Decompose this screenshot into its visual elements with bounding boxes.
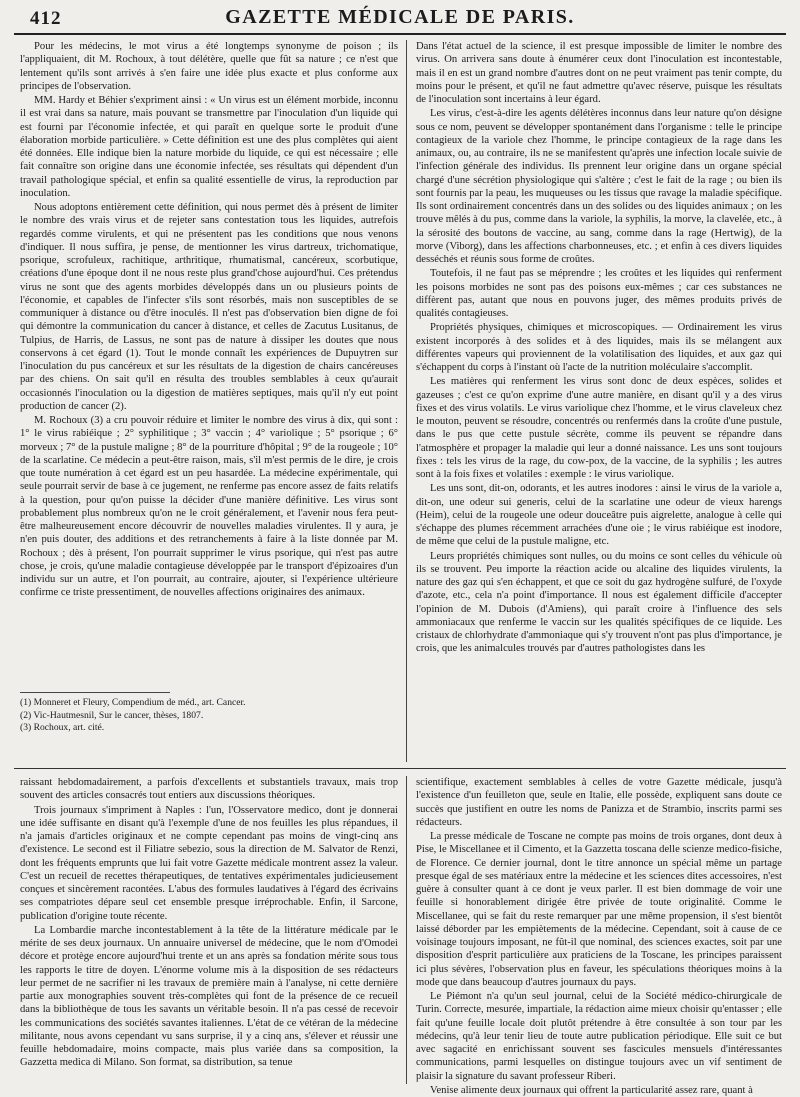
paragraph: M. Rochoux (3) a cru pouvoir réduire et limiter le nombre des virus à dix, qui sont : 1° le virus rabiéique ; 2° syphilitique ; 3° vaccin ; 4° variolique ; 5° psorique ; 6° morveux ; 7° de la pustule maligne ; 8° de la pourriture d'hôpital ; 9° de la rougeole ; 10° de la scarlatine. Ce médecin a peut-être raison, mais, s'il m'est permis de le dire, je crois que toute numération à cet égard est un peu hasardée. La médecine expérimentale, qui seule pourrait servir de base à ce jugement, ne renferme pas encore assez de faits relatifs à la question, pour qu'on puisse la décider d'une manière définitive. Les virus sont probablement plus nombreux qu'on ne le croit généralement, et l'avenir nous fera peut-être malheureusement encore découvrir de nouvelles maladies virulentes. Il y aura, je n'en puis douter, des additions et des retranchements à faire à la liste donnée par M. Rochoux ; dès à présent, l'on pourrait supprimer le virus psorique, qui n'est pas autre chose, je crois, qu'une maladie contagieuse développée par le transport d'épizoaires d'un individu sur un autre, et l'on pourrait, au contraire, ajouter, si l'expérience ultérieure confirme ce triste pressentiment, de nouvelles affections originaires des animaux. <box>20 415 398 599</box>
paragraph: Les matières qui renferment les virus sont donc de deux espèces, solides et gazeuses ; c'est ce qu'on exprime d'une autre manière, en disant qu'il y a des virus fixes et des virus volatils. Le virus variolique chez l'homme, et le virus claveleux chez le mouton, peuvent se résoudre, concentrés ou renfermés dans la croûte d'une pustule, dans le pus que cette pustule sécrète, comme ils peuvent se répandre dans l'atmosphère et propager la maladie qui leur a donné naissance. Les uns sont toujours fixes : tels les virus de la rage, du cow-pox, de la vaccine, de la syphilis ; les autres sont à la fois fixes et volatiles : exemple : le virus variolique. <box>416 376 782 480</box>
paragraph: Pour les médecins, le mot virus a été longtemps synonyme de poison ; ils l'appliquaient, dit M. Rochoux, à tout délétère, quelle que fût sa nature ; ce n'est que lentement qu'ils sont arrivés à s'en faire une idée plus exacte et plus conforme aux principes de l'observation. <box>20 41 398 92</box>
page-header <box>14 6 786 30</box>
paragraph: La Lombardie marche incontestablement à la tête de la littérature médicale par le mérite de ses deux journaux. Un annuaire universel de médecine, que le nom d'Omodei décore et protège encore aujourd'hui trente et un ans après sa fondation mérite sous tous les rapports le titre de doyen. L'énorme volume mis à la disposition de ses rédacteurs leur permet de ne sacrifier ni les travaux de première main à l'analyse, ni cette dernière partie aux monographies souvent très-complètes qui font de la présence de ce recueil dans la bibliothèque de tous les savants un véritable besoin. Il n'a pas cessé de recevoir les communications des sociétés savantes italiennes. L'état de ce vétéran de la médecine militante, nous avons cependant vu sans surprise, il y a cinq ans, s'élever et réussir une feuille hebdomadaire, moins compacte, mais plus variée dans sa composition, la Gazzetta medica di Milano. Son format, sa distribution, sa tenue <box>20 924 398 1069</box>
paragraph: Trois journaux s'impriment à Naples : l'un, l'Osservatore medico, dont je donnerai une idée suffisante en disant qu'à l'exemple d'une de nos feuilles les plus répandues, il n'a jamais d'articles originaux et ne compte cependant pas moins de vingt-cinq ans d'existence. Le second est il Filiatre sebezio, sous la direction de M. Salvator de Renzi, dont les fréquents emprunts que lui fait votre Gazette médicale montrent assez la valeur. C'est un recueil de recettes thérapeutiques, de tentatives expérimentales judicieusement conçues et sincèrement racontées. L'abus des formules laudatives à l'égard des écrivains ses compatriotes dépare seul cet ensemble presque irréprochable. Enfin, il Sarcone, publication d'origine toute récente. <box>20 804 398 922</box>
paragraph: Venise alimente deux journaux qui offrent la particularité assez rare, quant à <box>430 1084 753 1096</box>
column-top-left <box>20 40 398 682</box>
footnote: (2) Vic-Hautmesnil, Sur le cancer, thèses, 1807. <box>20 709 204 721</box>
paragraph: Leurs propriétés chimiques sont nulles, ou du moins ce sont celles du véhicule où ils se trouvent. Peu importe la réaction acide ou alcaline des liquides virulents, la nature des gaz qui s'en échappent, et que ce soit du gaz hydrogène sulfuré, de l'oxyde d'azote, etc., cela n'a point d'importance. Il nous est également difficile d'accepter l'opinion de M. Dubois (d'Amiens), qui paraît croire à l'influence des sels ammoniacaux que renferme le vaccin sur les qualités spécifiques de ce liquide. Les cristaux de chlorhydrate d'ammoniaque qui s'y trouvent n'ont pas plus d'importance, je crois, que les animalcules trouvés par d'autres pathologistes dans les <box>416 550 782 655</box>
paragraph: Les uns sont, dit-on, odorants, et les autres inodores : ainsi le virus de la variole a, dit-on, une odeur sui generis, celui de la scarlatine une odeur de vieux harengs (Heim), celui de la rougeole une odeur douceâtre puis aigrelette, analogue à celle qui s'échappe des plumes récemment arrachées d'une oie ; le virus rabiéique est inodore, de même que celui de la pustule maligne, etc. <box>416 483 782 548</box>
paragraph: La presse médicale de Toscane ne compte pas moins de trois organes, dont deux à Pise, le Miscellanee et il Cimento, et la Gazzetta toscana delle scienze medico-fisiche, de Florence. Ce dernier journal, dont le titre annonce un spécial même un partage presque égal de ses matériaux entre la médecine et les sciences dites accessoires, n'est guère à consulter quant à ce dont je veux parler. Il est bien dommage de voir une feuille si honorablement dirigée être privée de toute originalité. Comme le Miscellanee, qui se fait du reste remarquer par une même propension, il s'est bientôt laissé déborder par les empiètements de la médecine. Cependant, soit à cause de ce voisinage toujours imposant, ne fût-il que nominal, des sciences exactes, soit par une disposition d'esprit particulière aux praticiens de la Toscane, les principes paraissent ici plus sévères, l'observation plus en faveur, les spéculations théoriques moins à la mode que dans beaucoup d'autres journaux du pays. <box>416 831 782 988</box>
column-bottom-right <box>416 776 782 1096</box>
paragraph: Les virus, c'est-à-dire les agents délétères inconnus dans leur nature qu'on désigne sous ce nom, peuvent se développer spontanément dans l'organisme : telle le principe contagieux de la variole chez l'homme, le principe contagieux de la rage dans les animaux, ou, au contraire, ils ne se manifestent qu'après une infection locale suivie de l'infection générale des individus. Ils prennent leur origine dans un organe spécial chargé d'une sécrétion physiologique qui s'altère ; c'est le fait de la rage ; ou bien ils sont fournis par la peau, les muqueuses ou les tissus que ravage la maladie spécifique. Ils sont ordinairement concentrés dans un des solides ou des liquides animaux ; on les trouve mêlés à du pus, comme dans la variole, la syphilis, la morve, la clavelée, etc., à la sérosité des boutons de vaccine, au sang, comme dans la rage (Hertwig), de la morve (Viborg), dans les affections charbonneuses, etc. ; et enfin à ces divers liquides desséchés et réunis sous forme de croûtes. <box>416 108 782 265</box>
footnote: (1) Monneret et Fleury, Compendium de méd., art. Cancer. <box>20 697 246 708</box>
column-divider <box>406 40 407 762</box>
column-top-right <box>416 40 782 762</box>
column-divider <box>406 776 407 1084</box>
section-divider <box>14 768 786 769</box>
footnotes <box>20 697 398 735</box>
paragraph: Toutefois, il ne faut pas se méprendre ; les croûtes et les liquides qui renferment les poisons morbides ne sont pas des poisons eux-mêmes ; car ces substances ne diffèrent pas, autant que nous en pouvons juger, des mêmes produits privés de qualités contagieuses. <box>416 268 782 319</box>
page-number: 412 <box>30 8 62 29</box>
paragraph: raissant hebdomadairement, a parfois d'excellents et substantiels travaux, mais trop souvent des articles consacrés tout entiers aux discussions théoriques. <box>20 777 398 802</box>
paragraph: Dans l'état actuel de la science, il est presque impossible de limiter le nombre des virus. On arrivera sans doute à énumérer ceux dont l'inoculation est incontestable, mais il en est un grand nombre d'autres dont on ne peut vraiment pas tenir compte, du moins pour le présent, et qu'il ne faut admettre qu'avec réserve, puisque les résultats de l'inoculation sont incertains à leur égard. <box>416 41 782 105</box>
paragraph: Le Piémont n'a qu'un seul journal, celui de la Société médico-chirurgicale de Turin. Correcte, mesurée, impartiale, la rédaction aime mieux choisir qu'entasser ; elle fait qu'une feuille locale doit plutôt prétendre à être consultée à son tour par les médecins, qu'à leur tenir lieu de toute autre publication périodique. Elle suit ce but avec sagacité en enrichissant souvent ses fascicules mensuels d'intéressantes communications, parmi lesquelles on distingue toujours avec un vif sentiment de plaisir la signature du savant professeur Riberi. <box>416 991 782 1082</box>
header-rule <box>14 33 786 35</box>
footnote: (3) Rochoux, art. cité. <box>20 722 105 733</box>
footnote-rule <box>20 692 170 693</box>
column-bottom-left <box>20 776 398 1086</box>
paragraph: scientifique, exactement semblables à celles de votre Gazette médicale, jusqu'à l'existence d'un feuilleton que, seule en Italie, elle possède, expliquent sans doute ce succès que justifient en outre les noms de Panizza et de Strambio, inscrits parmi ses rédacteurs. <box>416 777 782 828</box>
paragraph: Propriétés physiques, chimiques et microscopiques. — Ordinairement les virus existent incorporés à des solides et à des liquides, mais ils se mélangent aux différentes vapeurs qui proviennent de la volatilisation des liquides, et aux gaz qui s'échappent du corps à l'instant où l'acte de la nutrition moléculaire s'accomplit. <box>416 322 782 373</box>
paragraph: MM. Hardy et Béhier s'expriment ainsi : « Un virus est un élément morbide, inconnu il est vrai dans sa nature, mais pouvant se transmettre par l'inoculation d'un liquide qui est fourni par l'économie infectée, et qui paraît en quelque sorte le produit d'une élaboration morbide particulière. » Cette définition est une des plus complètes qui aient été données. Elle indique bien la nature morbide du liquide, ce qui est nécessaire ; elle fait connaître son origine dans une économie infectée, ses résultats qui dépendent d'un travail pathologique spécial, et enfin sa qualité essentielle de virus, la reproduction par inoculation. <box>20 95 398 199</box>
paragraph: Nous adoptons entièrement cette définition, qui nous permet dès à présent de limiter le nombre des vrais virus et de rejeter sans contestation tous les liquides, autrefois regardés comme virulents, et qui ne présentent pas les conditions que nous venons d'indiquer. Il nous suffira, je pense, de mentionner les virus dartreux, trichomatique, psorique, scrofuleux, rachitique, arthritique, rhumatismal, cancéreux, scorbutique, créations d'une époque dont il ne nous reste plus grand'chose aujourd'hui. Ces prétendus virus ne sont que des agents morbides développés dans un ou plusieurs points de l'économie, et capables de l'infecter s'ils sont résorbés, mais non susceptibles de se communiquer à distance ou d'être inoculés. Il n'est pas d'observation bien digne de foi qui démontre la communication du cancer à distance, et celles de Zacutus Lusitanus, de Tulpius, de Harris, de Lassus, ne sont pas de nature à dissiper les doutes que nous conservons à cet égard (1). Tout le monde connaît les expériences de Dupuytren sur l'inoculation du pus cancéreux et sur les résultats de la digestion de chairs cancéreuses par des chiens. On sait qu'il en résulta des troubles semblables à ceux qu'aurait occasionnés l'inoculation ou la digestion de matières septiques, mais qu'il n'y eut point production de cancer (2). <box>20 202 398 412</box>
masthead-title: GAZETTE MÉDICALE DE PARIS. <box>225 6 575 28</box>
